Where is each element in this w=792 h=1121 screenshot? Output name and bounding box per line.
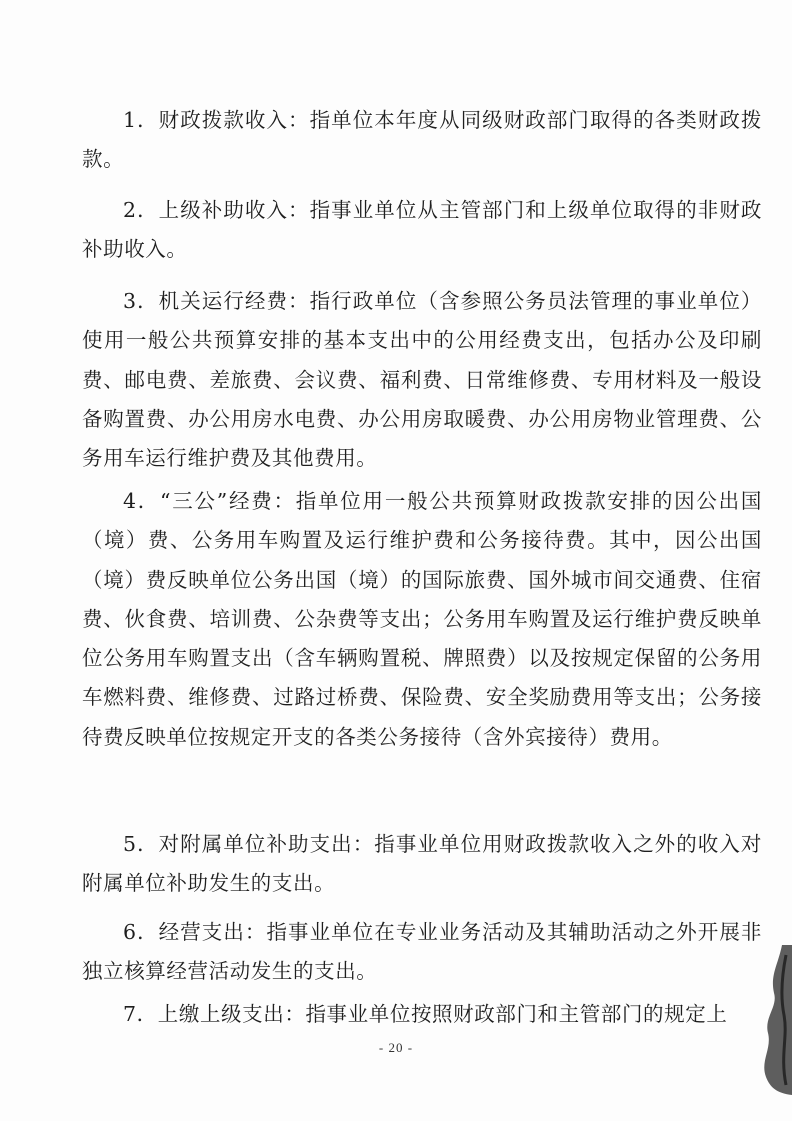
paragraph-6: 6．经营支出：指事业单位在专业业务活动及其辅助活动之外开展非独立核算经营活动发生的支出。 [82,920,762,984]
paragraph-1: 1．财政拨款收入：指单位本年度从同级财政部门取得的各类财政拨款。 [82,108,762,172]
paragraph-2: 2．上级补助收入：指事业单位从主管部门和上级单位取得的非财政补助收入。 [82,198,762,262]
paragraph-5: 5．对附属单位补助支出：指事业单位用财政拨款收入之外的收入对附属单位补助发生的支出。 [82,832,762,896]
paragraph-4: 4．“三公”经费：指单位用一般公共预算财政拨款安排的因公出国（境）费、公务用车购置及运行维护费和公务接待费。其中，因公出国（境）费反映单位公务出国（境）的国际旅费、国外城市间交通费、住宿费、伙食费、培训费、公杂费等支出；公务用车购置及运行维护费反映单位公务用车购置支出（含车辆购置税、牌照费）以及按规定保留的公务用车燃料费、维修费、过路过桥费、保险费、安全奖励费用等支出；公务接待费反映单位按规定开支的各类公务接待（含外宾接待）费用。 [82,489,762,749]
page-number: - 20 - [378,1040,414,1055]
scan-edge-smudge [752,945,792,1095]
paragraph-3: 3．机关运行经费：指行政单位（含参照公务员法管理的事业单位）使用一般公共预算安排的基本支出中的公用经费支出，包括办公及印刷费、邮电费、差旅费、会议费、福利费、日常维修费、专用材料及一般设备购置费、办公用房水电费、办公用房取暖费、办公用房物业管理费、公务用车运行维护费及其他费用。 [82,289,762,471]
paragraph-7: 7．上缴上级支出：指事业单位按照财政部门和主管部门的规定上 [123,1002,728,1026]
